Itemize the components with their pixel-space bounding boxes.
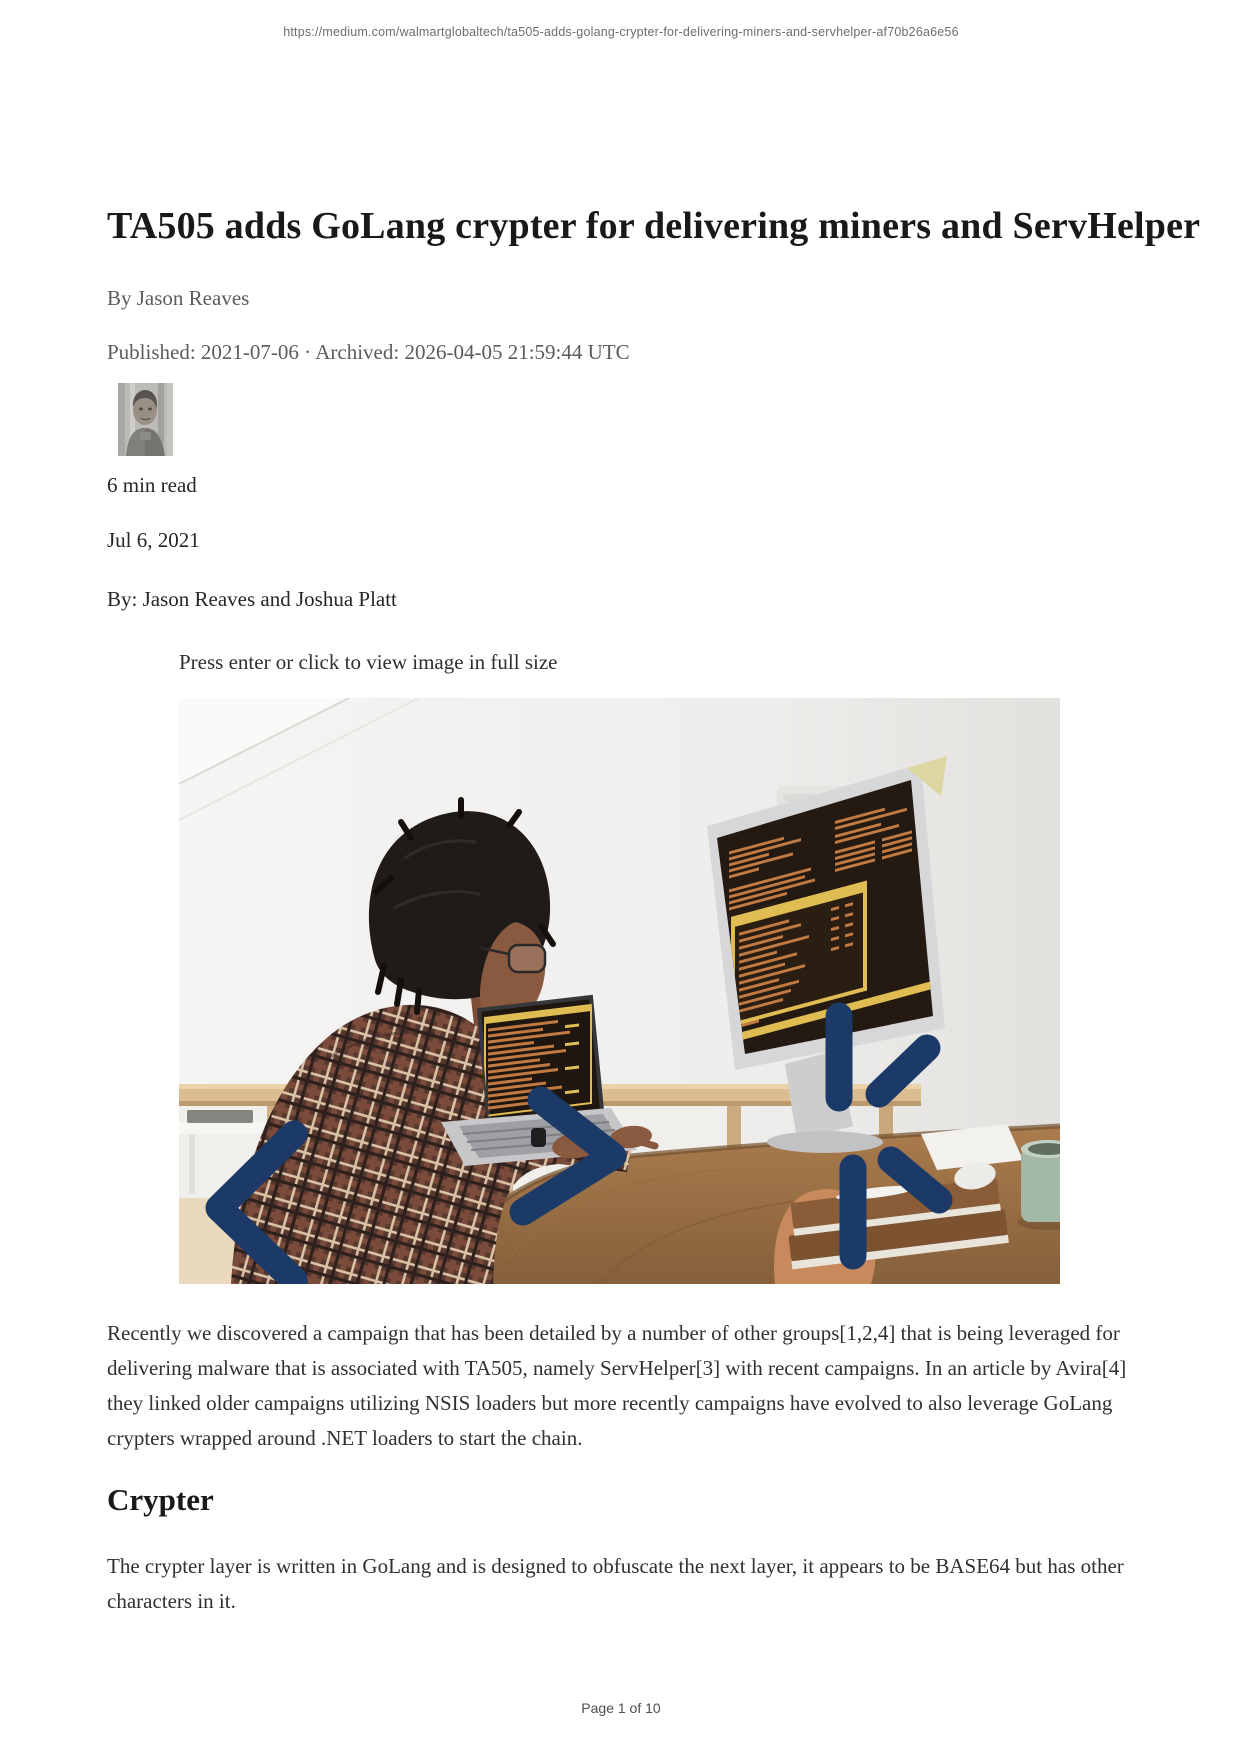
byline: By Jason Reaves — [107, 286, 250, 310]
page-number-footer: Page 1 of 10 — [581, 1700, 661, 1716]
author-avatar — [118, 383, 173, 456]
hero-image[interactable] — [179, 698, 1060, 1284]
author-avatar-photo — [118, 383, 173, 456]
authors-line: By: Jason Reaves and Joshua Platt — [107, 587, 397, 611]
section-heading-crypter: Crypter — [107, 1482, 214, 1517]
browser-print-url: https://medium.com/walmartglobaltech/ta505-adds-golang-crypter-for-delivering-miners-and-servhelper-af70b26a6e56 — [283, 25, 959, 39]
published-archived-line: Published: 2021-07-06 · Archived: 2026-04-05 21:59:44 UTC — [107, 340, 630, 364]
page-title: TA505 adds GoLang crypter for delivering miners and ServHelper — [107, 205, 1201, 247]
hero-image-illustration — [179, 698, 1060, 1284]
article-date: Jul 6, 2021 — [107, 528, 200, 552]
green-mug — [1017, 1140, 1060, 1230]
read-time: 6 min read — [107, 473, 197, 497]
section-paragraph: The crypter layer is written in GoLang and is designed to obfuscate the next layer, it appears to be BASE64 but has other characters in it. — [107, 1554, 1124, 1613]
hero-image-caption: Press enter or click to view image in full size — [179, 650, 558, 674]
intro-paragraph: Recently we discovered a campaign that has been detailed by a number of other groups[1,2,4] that is being leveraged for delivering malware that is associated with TA505, namely ServHelper[3] with recent campaigns. In an article by Avira[4] they linked older campaigns utilizing NSIS loaders but more recently campaigns have evolved to also leverage GoLang crypters wrapped around .NET loaders to start the chain. — [107, 1321, 1127, 1450]
